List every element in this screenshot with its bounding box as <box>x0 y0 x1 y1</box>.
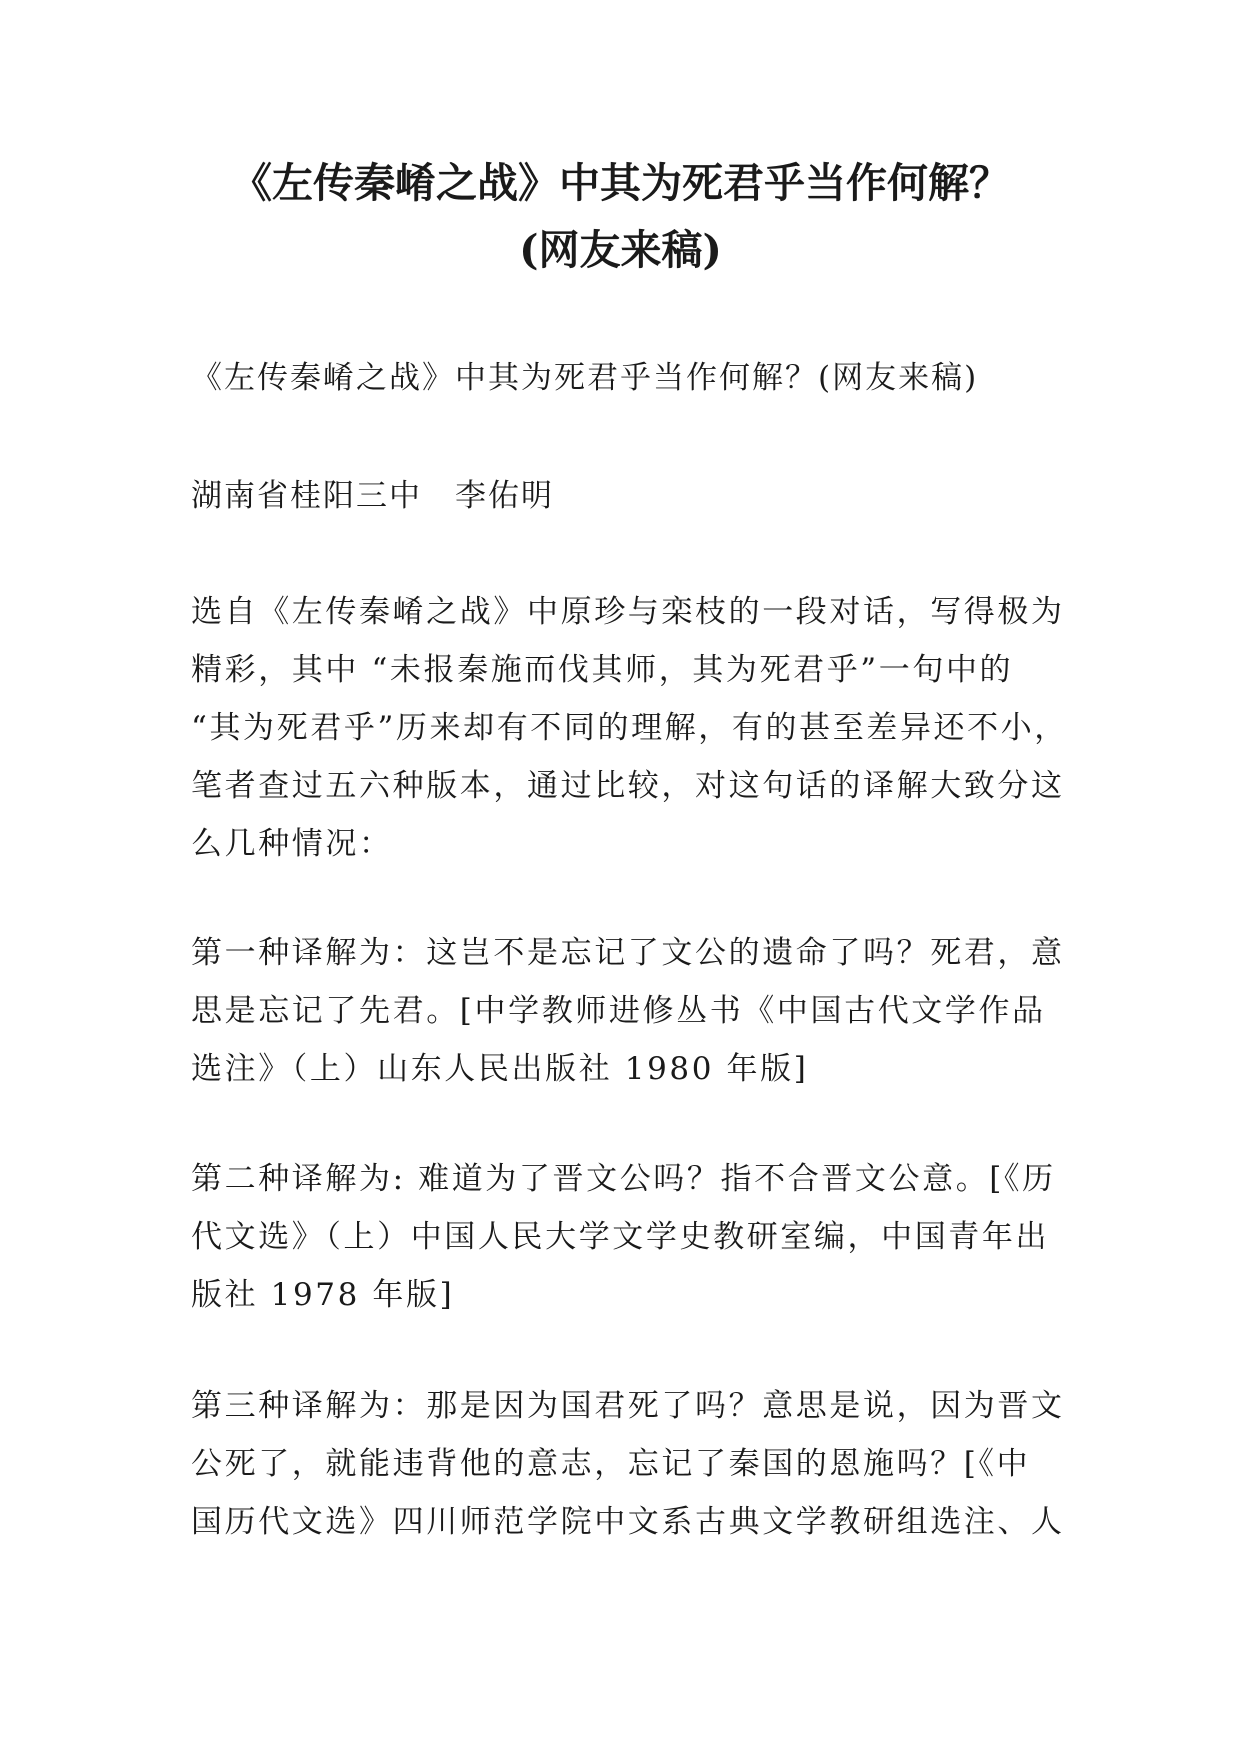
text-line: 么几种情况： <box>191 826 393 862</box>
text-line: 选自《左传秦崤之战》中原珍与栾枝的一段对话，写得极为 <box>191 594 1065 630</box>
text-line: 第一种译解为：这岂不是忘记了文公的遗命了吗？死君，意 <box>191 935 1065 971</box>
paragraph-first-interpretation <box>191 924 1065 1098</box>
text-line: 版社 1978 年版] <box>191 1277 455 1313</box>
paragraph-second-interpretation <box>191 1150 1056 1324</box>
article-subtitle: 《左传秦崤之战》中其为死君乎当作何解？(网友来稿) <box>191 360 979 396</box>
text-line: 思是忘记了先君。[中学教师进修丛书《中国古代文学作品 <box>191 993 1046 1029</box>
text-line: 公死了，就能违背他的意志，忘记了秦国的恩施吗？[《中 <box>191 1446 1031 1482</box>
text-line: 国历代文选》四川师范学院中文系古典文学教研组选注、人 <box>191 1504 1065 1540</box>
paragraph-third-interpretation <box>191 1377 1065 1551</box>
text-line: 代文选》（上）中国人民大学文学史教研室编，中国青年出 <box>191 1219 1050 1255</box>
text-line: “其为死君乎”历来却有不同的理解，有的甚至差异还不小， <box>191 710 1068 746</box>
text-line: 第三种译解为：那是因为国君死了吗？意思是说，因为晋文 <box>191 1388 1065 1424</box>
text-line: 精彩，其中 “未报秦施而伐其师，其为死君乎”一句中的 <box>191 652 1014 688</box>
article-author: 湖南省桂阳三中 李佑明 <box>191 478 554 514</box>
paragraph-intro <box>191 583 1068 873</box>
document-title-line-1: 《左传秦崤之战》中其为死君乎当作何解？ <box>231 159 1010 207</box>
text-line: 选注》（上）山东人民出版社 1980 年版] <box>191 1051 809 1087</box>
text-line: 第二种译解为: 难道为了晋文公吗？指不合晋文公意。[《历 <box>191 1161 1056 1197</box>
text-line: 笔者查过五六种版本，通过比较，对这句话的译解大致分这 <box>191 768 1065 804</box>
document-title-line-2: (网友来稿) <box>519 226 722 274</box>
